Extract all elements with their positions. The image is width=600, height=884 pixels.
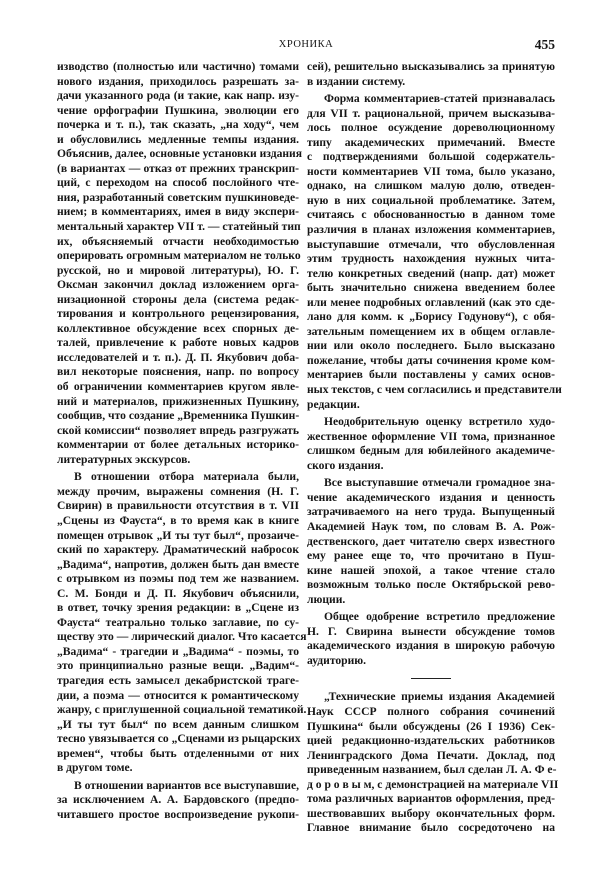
text-line: и обусловились медленные темпы издания.: [57, 132, 299, 146]
text-line: ную в них социальной проблематике. Затем,: [307, 193, 555, 207]
text-line: „Вадима“, напротив, должен быть дан вместе: [57, 557, 299, 571]
text-line: Н. Г. Свирина вынести обсуждение томов: [307, 624, 555, 638]
text-line: дачи указанного рода (и такие, как напр. изу-: [57, 89, 299, 103]
text-line: литературных экскурсов.: [57, 452, 191, 466]
text-line: сообщив, что создание „Временника Пушкин-: [57, 409, 300, 423]
text-line: тесно увязывается со „Сценами из рыцарских: [57, 732, 301, 746]
text-line: типу академических примечаний. Вместе: [307, 135, 555, 149]
text-line: исследователей и т. п.). Д. П. Якубович доба-: [57, 350, 299, 364]
text-line: ществу это — лирический диалог. Что касается: [57, 630, 307, 644]
text-line: пожелание, чтобы даты сочинения кроме ком-: [307, 353, 555, 367]
text-line: Неодобрительную оценку встретило худо-: [324, 415, 555, 429]
paragraph: [57, 60, 302, 467]
text-line: Фауста“ театрально только заглавие, по су-: [57, 615, 299, 629]
text-line: зательным помещением их в общем оглавле-: [307, 324, 555, 338]
text-line: „И ты тут был“ по всем данным слишком: [57, 717, 299, 731]
text-line: за исключением А. А. Бардовского (предпо-: [57, 793, 299, 807]
text-line: возможным только после Октябрьской рево-: [307, 578, 555, 592]
text-line: тирования и контрольного рецензирования,: [57, 307, 299, 321]
text-line: Все выступавшие отмечали громадное зна-: [324, 476, 555, 490]
text-line: чение академического издания и ценность: [307, 490, 555, 504]
text-line: Форма комментариев-статей признавалась: [324, 92, 555, 106]
text-line: талей, привлечение к работе новых кадров: [57, 336, 299, 350]
text-line: Свирин) в правильности отсутствия в т. VII: [57, 499, 299, 513]
text-line: однако, на слишком малую долю, отведен-: [307, 179, 555, 193]
text-column-right: [307, 60, 562, 836]
text-line: это принципиально разные вещи. „Вадим“-: [57, 659, 299, 673]
text-line: читавшего простое воспроизведение рукопи-: [57, 807, 299, 821]
text-line: затрачиваемого на него труда. Выпущенный: [307, 505, 555, 519]
text-line: в другом томе.: [57, 761, 133, 775]
text-line: помещен отрывок „И ты тут был“, прозаиче-: [57, 528, 299, 542]
paragraph: [57, 470, 307, 775]
text-line: нового издания, приходилось разрешать за-: [57, 74, 299, 88]
text-line: вил некоторые пояснения, напр. по вопросу: [57, 365, 299, 379]
text-line: слишком бедным для юбилейного академиче-: [307, 444, 555, 458]
text-line: русской, но и мировой литературы), Ю. Г.: [57, 263, 299, 277]
text-line: „Вадима“ - трагедии и „Вадима“ - поэмы, то: [57, 644, 299, 658]
text-line: лано для комм. к „Борису Годунову“), с обя-: [307, 310, 555, 324]
text-line: цией редакционно-издательских работников: [307, 734, 555, 748]
text-line: в издании систему.: [307, 74, 406, 88]
text-line: Академией Наук том, по словам В. А. Рож-: [307, 519, 555, 533]
text-line: академического издания в широкую рабочую: [307, 639, 555, 653]
text-line: Оксман закончил доклад изложением орга-: [57, 278, 299, 292]
text-line: нием; в комментариях, имея в виду экспери-: [57, 205, 299, 219]
text-line: изводство (полностью или частично) томами: [57, 60, 299, 73]
text-line: д о р о в ы м, с демонстрацией на материале VII: [307, 777, 559, 791]
text-line: или менее подробных оглавлений (как это сде-: [307, 295, 555, 309]
text-line: этим трудность нахождения нужных чита-: [307, 252, 555, 266]
text-line: (в вариантах — отказ от прежних транскрип-: [57, 161, 299, 175]
text-line: аудиторию.: [307, 653, 367, 667]
text-line: жанру, с приглушенной социальной тематикой.: [57, 703, 307, 717]
text-line: „Технические приемы издания Академией: [324, 690, 555, 704]
text-line: времен“, чтобы быть отделенными от них: [57, 746, 299, 760]
text-line: телю конкретных сведений (напр. дат) может: [307, 266, 555, 280]
text-line: дественского, дает читателю сверх известного: [307, 534, 555, 548]
text-line: ему ранее еще то, что прочитано в Пуш-: [307, 549, 555, 563]
text-line: почерка и т. п.), так сказать, „на ходу“, чем: [57, 118, 299, 132]
text-line: различия в планах изложения комментариев,: [307, 223, 555, 237]
text-line: трагедия есть замысел декабристской траге-: [57, 673, 299, 687]
text-line: считаясь с обоснованностью в данном томе: [307, 208, 555, 222]
text-line: ных текстов, с чем согласились и представители: [307, 383, 562, 397]
text-line: низационной стороны дела (система редак-: [57, 292, 299, 306]
text-line: приведенным названием, был сделан Л. А. Ф е-: [307, 763, 557, 777]
text-line: Общее одобрение встретило предложение: [324, 610, 555, 624]
text-line: Пушкина“ были обсуждены (26 I 1936) Сек-: [307, 719, 555, 733]
text-line: ций, с переходом на способ послойного чте-: [57, 176, 299, 190]
text-line: лось полное осуждение дореволюционному: [307, 121, 555, 135]
paragraph: [307, 610, 555, 668]
text-line: ский по характеру. Драматический набросок: [57, 543, 299, 557]
text-line: ментариев были поставлены у самих основ-: [307, 368, 555, 382]
text-line: тома различных вариантов оформления, пред-: [307, 792, 555, 806]
paragraph: [307, 690, 559, 835]
text-line: сей), решительно высказывались за принятую: [307, 60, 555, 73]
text-line: Объяснив, далее, основные установки издания: [57, 147, 302, 161]
text-line: жественное оформление VII тома, признанное: [307, 429, 555, 443]
text-line: шествовавших выбору окончательных форм.: [307, 806, 555, 820]
text-line: В отношении вариантов все выступавшие,: [74, 778, 299, 792]
text-line: Главное внимание было сосредоточено на: [307, 821, 555, 835]
text-line: быть значительно снижена введением более: [307, 281, 555, 295]
text-line: об ограничении комментариев кругом явле-: [57, 380, 299, 394]
text-line: дии, а поэма — относится к романтическому: [57, 688, 299, 702]
paragraph: [307, 92, 562, 412]
paragraph: [57, 779, 299, 823]
text-line: с отрывком из поэмы под тем же названием.: [57, 572, 299, 586]
text-line: выступавшие отмечали, что обусловленная: [307, 237, 555, 251]
text-line: между прочим, выражены сомнения (Н. Г.: [57, 484, 299, 498]
text-line: Наук СССР полного собрания сочинений: [307, 704, 555, 718]
paragraph: [307, 415, 555, 473]
paragraph: [307, 60, 555, 89]
section-divider: [411, 678, 451, 679]
text-column-left: [57, 60, 307, 822]
text-line: комментарии от более детальных историко-: [57, 438, 299, 452]
text-line: оперировать огромным материалом не только: [57, 249, 301, 263]
text-line: С. М. Бонди и Д. П. Якубович объяснили,: [57, 586, 299, 600]
text-line: ности комментариев VII тома, было указано,: [307, 164, 555, 178]
text-line: для VII т. рациональной, причем высказыва-: [307, 106, 555, 120]
text-line: ского издания.: [307, 458, 384, 472]
text-line: ментальный характер VII т. — статейный тип: [57, 220, 301, 234]
paragraph: [307, 476, 555, 607]
text-line: с подтверждениями большой содержатель-: [307, 150, 555, 164]
text-line: ния, разработанный советским пушкиноведе-: [57, 190, 299, 204]
text-line: В отношении отбора материала были,: [74, 470, 299, 484]
page-number: 455: [534, 37, 555, 52]
text-line: коллективное обсуждение всех спорных де-: [57, 321, 299, 335]
text-line: Ленинградского Дома Печати. Доклад, под: [307, 748, 555, 762]
text-line: редакции.: [307, 397, 360, 411]
text-line: нии или около последнего. Было высказано: [307, 339, 555, 353]
text-line: ской комиссии“ позволяет впредь разгружать: [57, 423, 299, 437]
text-line: их, объясняемый отчасти необходимостью: [57, 234, 299, 248]
text-line: люции.: [307, 592, 346, 606]
text-line: чение орфографии Пушкина, эволюции его: [57, 103, 299, 117]
text-line: „Сцены из Фауста“, в то время как в книге: [57, 513, 299, 527]
section-title: ХРОНИКА: [278, 39, 334, 50]
text-line: ний и материалов, прижизненных Пушкину,: [57, 394, 299, 408]
text-line: кине нашей эпохой, а такое чтение стало: [307, 563, 555, 577]
running-header: [57, 37, 555, 53]
text-line: в ответ, точку зрения редакции: в „Сцене из: [57, 601, 299, 615]
